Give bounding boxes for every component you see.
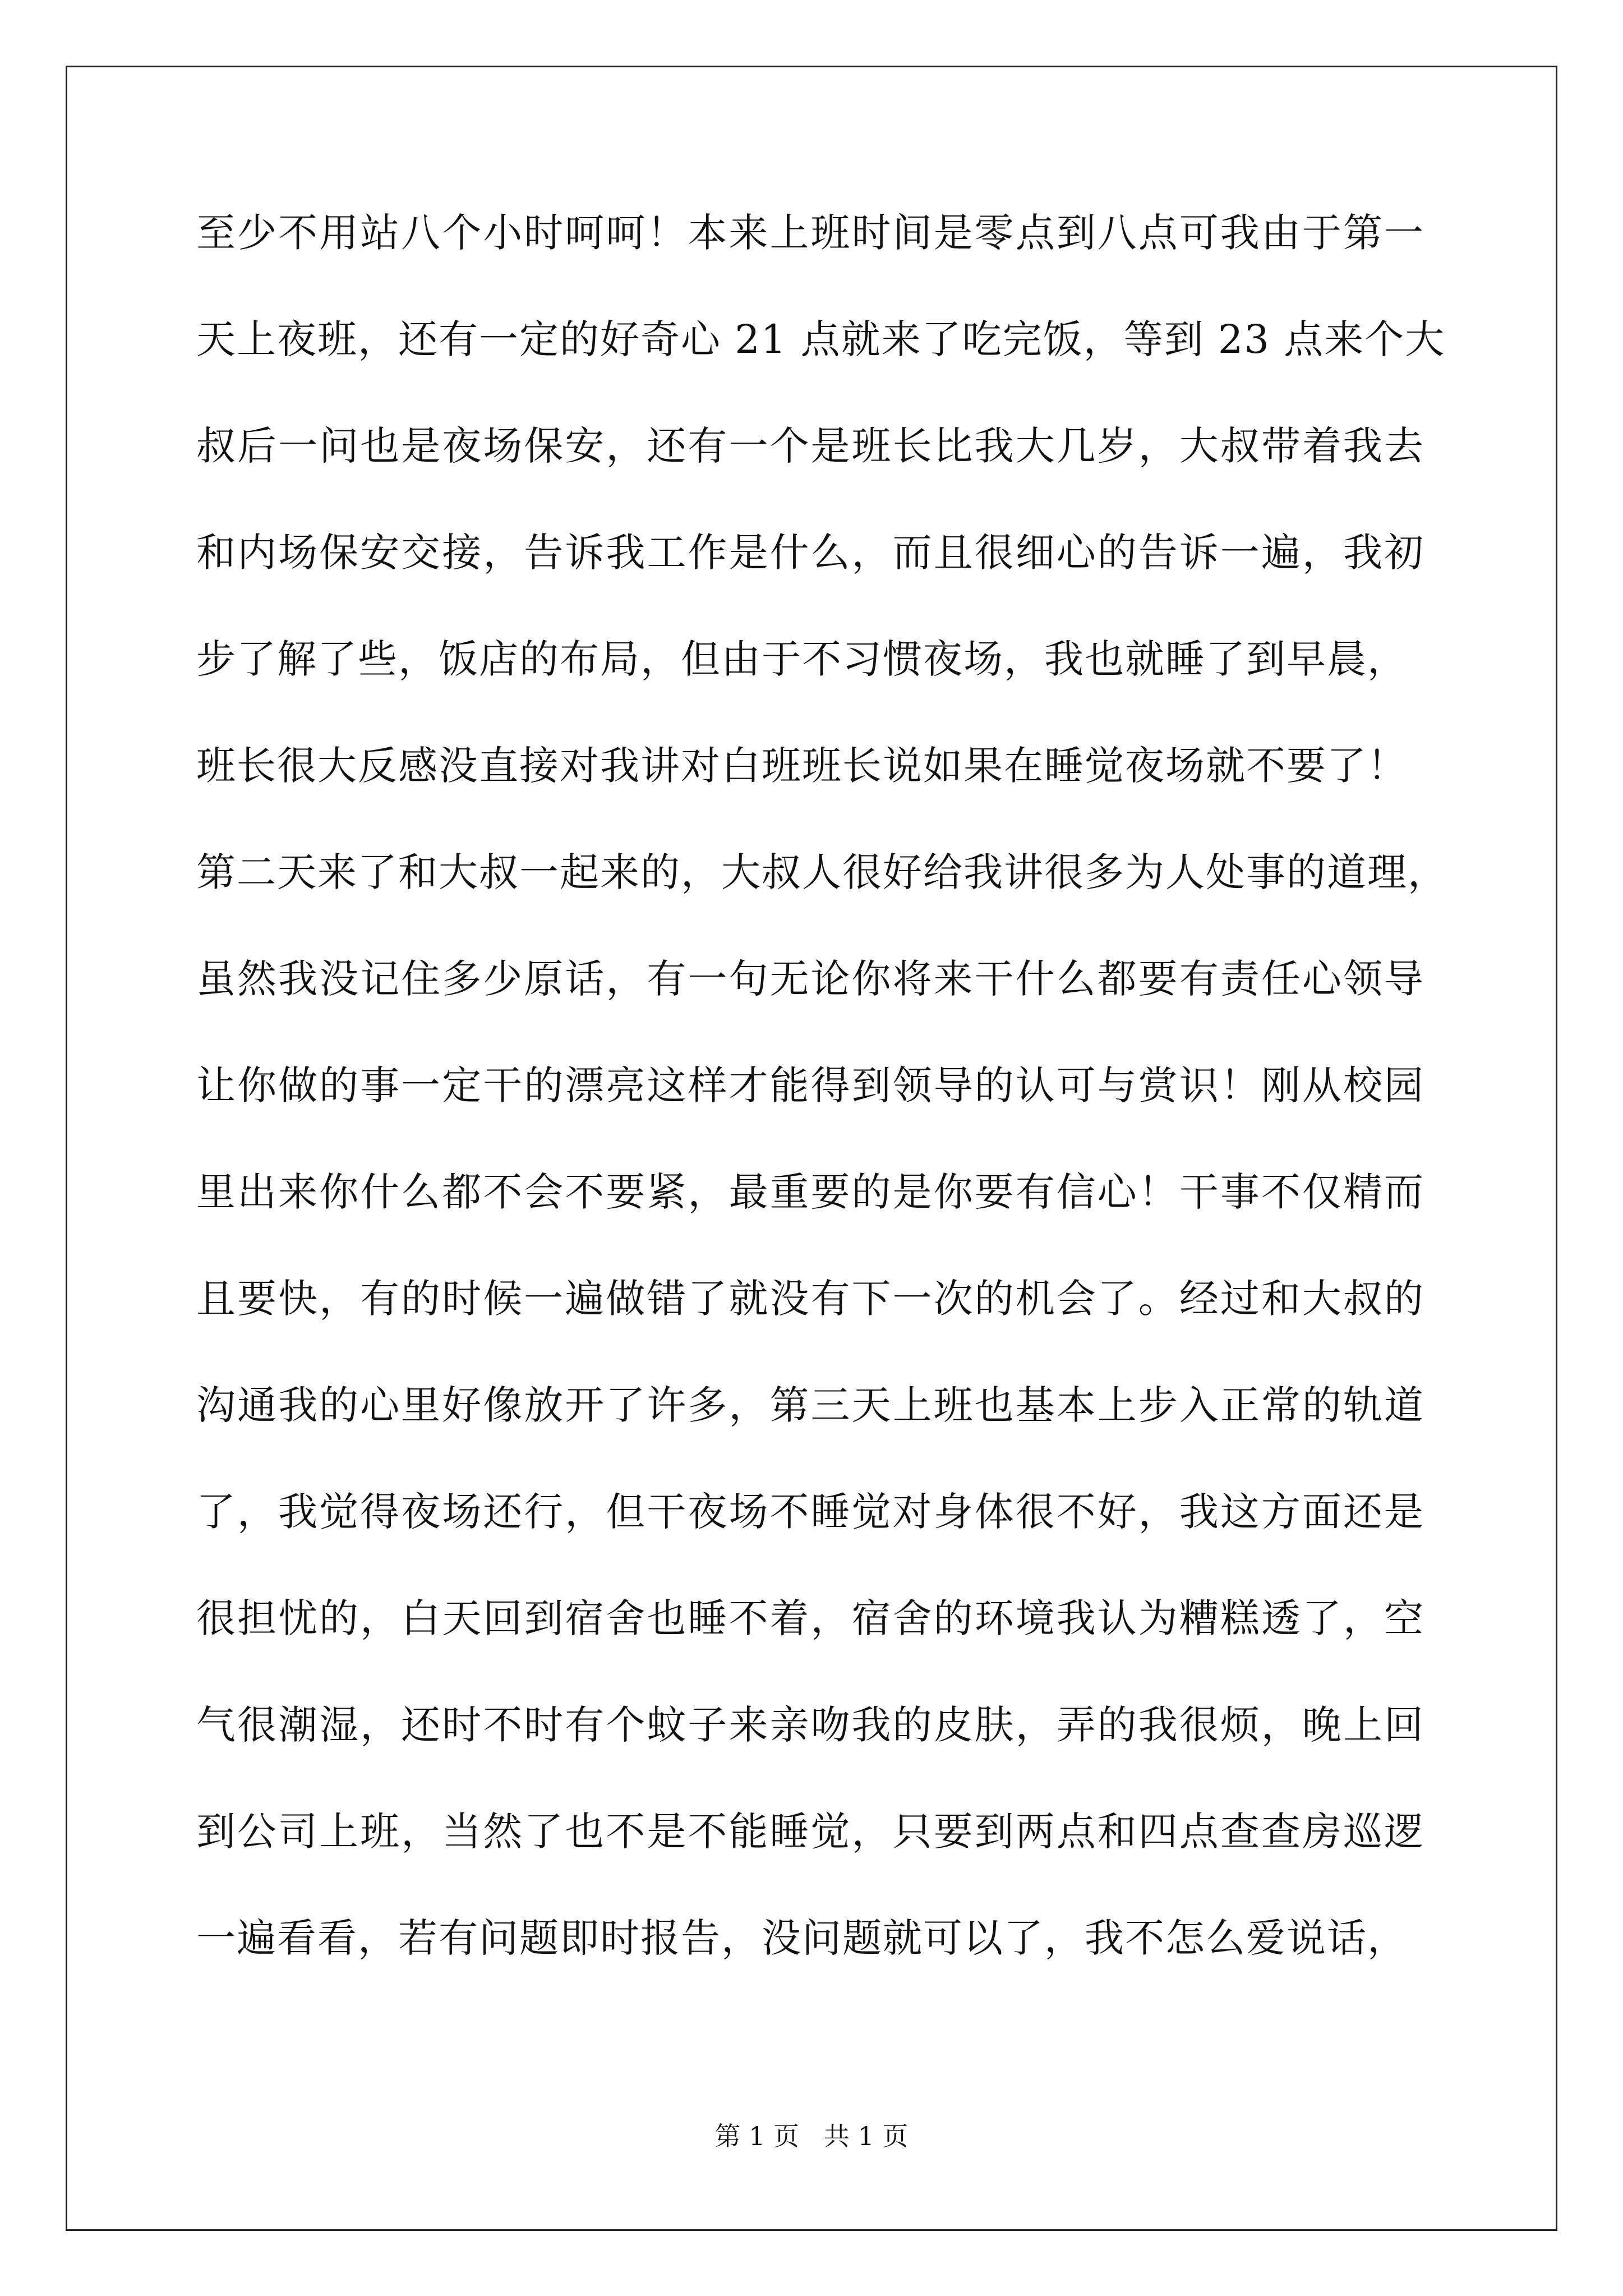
body-line: 且要快，有的时候一遍做错了就没有下一次的机会了。经过和大叔的 xyxy=(196,1276,1424,1322)
body-line: 天上夜班，还有一定的好奇心 21 点就来了吃完饭，等到 23 点来个大 xyxy=(196,316,1446,362)
page-number: 第 1 页 共 1 页 xyxy=(714,2121,909,2151)
body-line: 步了解了些，饭店的布局，但由于不习惯夜场，我也就睡了到早晨， xyxy=(196,636,1408,682)
body-line: 让你做的事一定干的漂亮这样才能得到领导的认可与赏识！刚从校园 xyxy=(196,1062,1424,1108)
body-line: 和内场保安交接，告诉我工作是什么，而且很细心的告诉一遍，我初 xyxy=(196,530,1424,576)
body-line: 叔后一问也是夜场保安，还有一个是班长比我大几岁，大叔带着我去 xyxy=(196,423,1424,469)
body-line: 第二天来了和大叔一起来的，大叔人很好给我讲很多为人处事的道理， xyxy=(196,849,1448,895)
body-line: 一遍看看，若有问题即时报告，没问题就可以了，我不怎么爱说话， xyxy=(196,1915,1408,1961)
body-line: 沟通我的心里好像放开了许多，第三天上班也基本上步入正常的轨道 xyxy=(196,1382,1424,1428)
body-line: 班长很大反感没直接对我讲对白班班长说如果在睡觉夜场就不要了！ xyxy=(196,743,1408,789)
body-line: 虽然我没记住多少原话，有一句无论你将来干什么都要有责任心领导 xyxy=(196,956,1424,1002)
body-line: 至少不用站八个小时呵呵！本来上班时间是零点到八点可我由于第一 xyxy=(196,210,1424,256)
body-line: 到公司上班，当然了也不是不能睡觉，只要到两点和四点查查房巡逻 xyxy=(196,1809,1424,1855)
page-border xyxy=(66,66,1557,2231)
body-line: 很担忧的，白天回到宿舍也睡不着，宿舍的环境我认为糟糕透了，空 xyxy=(196,1595,1424,1641)
body-line: 了，我觉得夜场还行，但干夜场不睡觉对身体很不好，我这方面还是 xyxy=(196,1489,1424,1535)
body-line: 气很潮湿，还时不时有个蚊子来亲吻我的皮肤，弄的我很烦，晚上回 xyxy=(196,1702,1424,1748)
body-line: 里出来你什么都不会不要紧，最重要的是你要有信心！干事不仅精而 xyxy=(196,1169,1424,1215)
